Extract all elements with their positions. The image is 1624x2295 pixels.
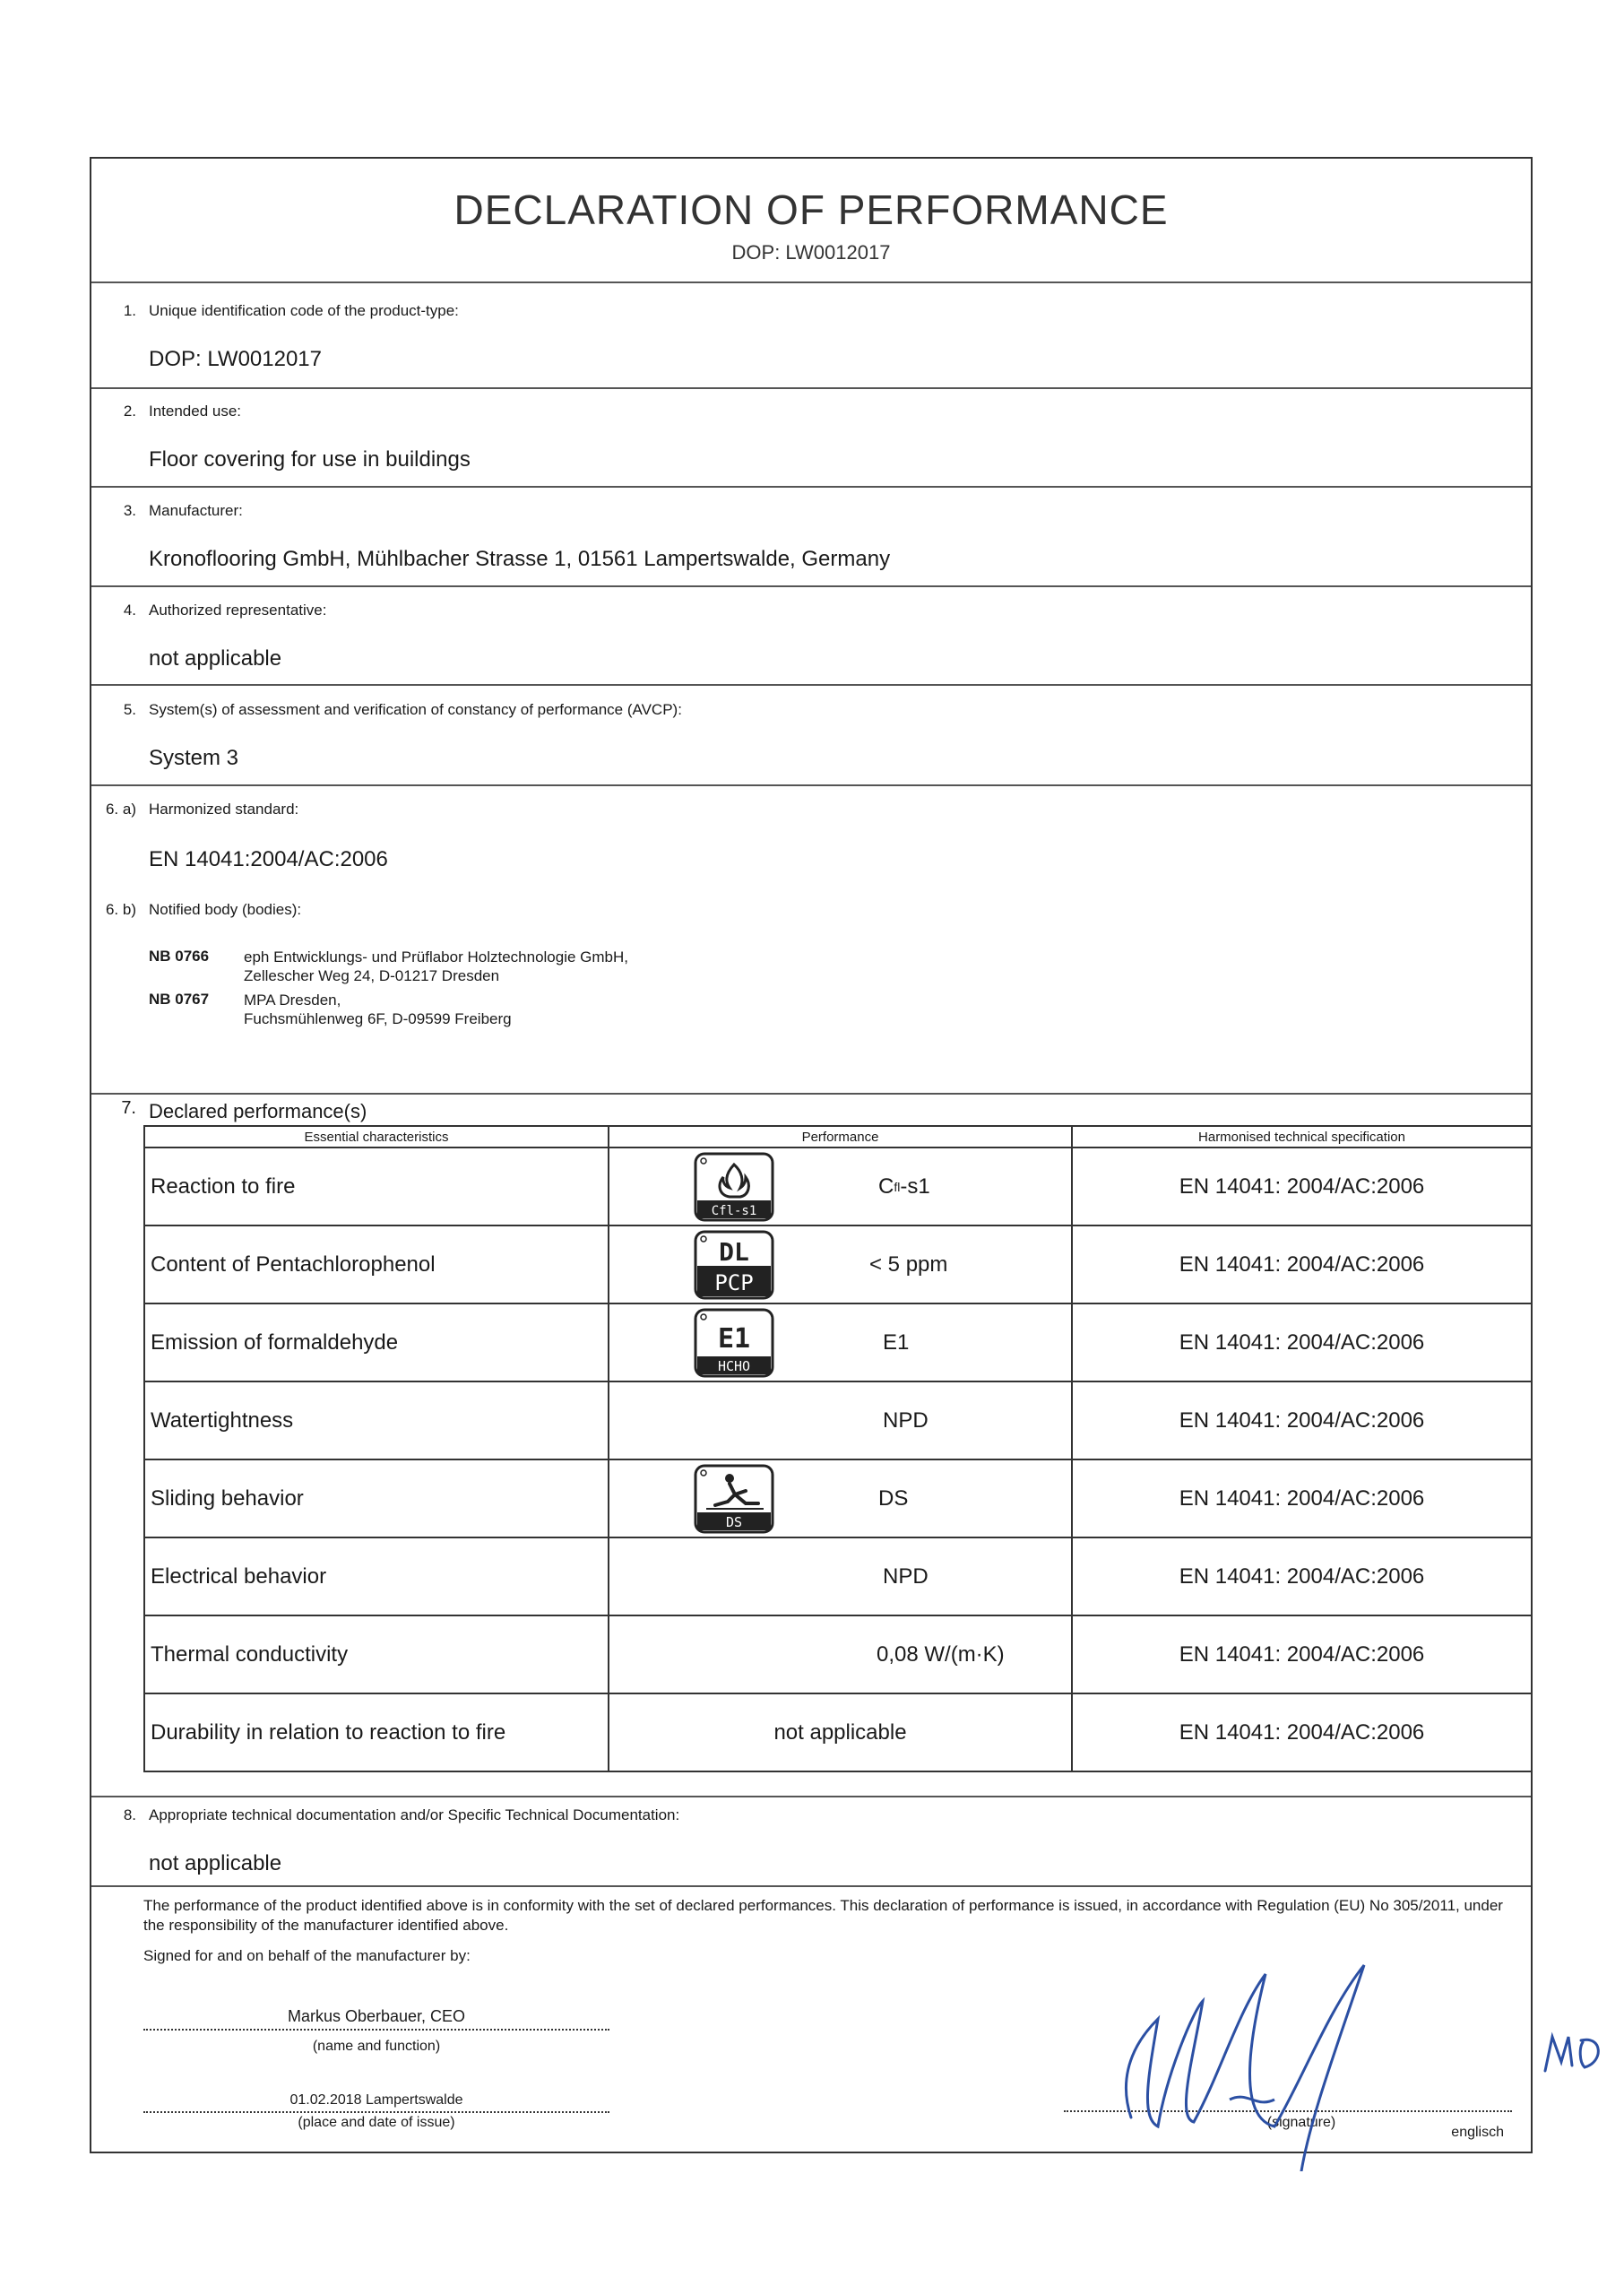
section-8-number: 8. — [123, 1806, 136, 1823]
characteristic-cell: Durability in relation to reaction to fire — [144, 1693, 609, 1771]
section-1-number: 1. — [123, 302, 136, 319]
spec-cell: EN 14041: 2004/AC:2006 — [1072, 1459, 1532, 1537]
section-5-label: System(s) of assessment and verification of constancy of performance (AVCP): — [149, 701, 682, 718]
characteristic-cell: Emission of formaldehyde — [144, 1303, 609, 1381]
signature — [1095, 1938, 1472, 2171]
dop-subtitle: DOP: LW0012017 — [731, 241, 891, 264]
section-2-label: Intended use: — [149, 403, 242, 420]
performance-cell: DS DS — [609, 1459, 1072, 1537]
section-6a-value: EN 14041:2004/AC:2006 — [149, 847, 388, 871]
spec-cell: EN 14041: 2004/AC:2006 — [1072, 1537, 1532, 1615]
performance-cell: NPD — [609, 1381, 1072, 1459]
table-row — [144, 1381, 1532, 1459]
notified-body-code: NB 0767 — [149, 991, 210, 1008]
section-4-number: 4. — [123, 602, 136, 619]
declaration-text: The performance of the product identified above is in conformity with the set of declared performances. This declaration of performance is issued, in accordance with Regulation (EU) No 305/2011, under the responsibility of the manufacturer identified above. — [143, 1897, 1503, 1934]
section-2-number: 2. — [123, 403, 136, 420]
issue-date: 01.02.2018 Lampertswalde — [289, 2092, 463, 2108]
svg-text:DS: DS — [725, 1514, 743, 1530]
section-4-value: not applicable — [149, 646, 282, 671]
section-5-value: System 3 — [149, 746, 239, 770]
performance-cell: E1 HCHO E1 — [609, 1303, 1072, 1381]
signatory-name: Markus Oberbauer, CEO — [287, 2007, 466, 2025]
table-row — [144, 1459, 1532, 1537]
performance-cell: 0,08 W/(m·K) — [609, 1615, 1072, 1693]
svg-text:E1: E1 — [717, 1323, 751, 1355]
table-row — [144, 1615, 1532, 1693]
section-8-value: not applicable — [149, 1851, 282, 1875]
column-header: Essential characteristics — [144, 1126, 609, 1148]
spec-cell: EN 14041: 2004/AC:2006 — [1072, 1693, 1532, 1771]
characteristic-cell: Reaction to fire — [144, 1148, 609, 1225]
document-frame — [90, 157, 1533, 2153]
svg-text:HCHO: HCHO — [717, 1358, 751, 1374]
name-caption: (name and function) — [312, 2039, 441, 2054]
notified-body-address: MPA Dresden, Fuchsmühlenweg 6F, D-09599 Freiberg — [244, 992, 512, 1027]
signed-by-label: Signed for and on behalf of the manufacturer by: — [143, 1947, 471, 1964]
section-3-number: 3. — [123, 502, 136, 519]
signature-caption: (signature) — [1266, 2115, 1336, 2130]
section-2-value: Floor covering for use in buildings — [149, 447, 471, 472]
characteristic-cell: Watertightness — [144, 1381, 609, 1459]
page-title: DECLARATION OF PERFORMANCE — [454, 186, 1169, 233]
dl-pcp-icon — [694, 1230, 774, 1300]
section-7-label: Declared performance(s) — [149, 1100, 367, 1122]
performance-cell: Cfl-s1 C fl -s1 — [609, 1148, 1072, 1225]
spec-cell: EN 14041: 2004/AC:2006 — [1072, 1303, 1532, 1381]
notified-body-address: eph Entwicklungs- und Prüflabor Holztechnologie GmbH, Zellescher Weg 24, D-01217 Dresden — [244, 948, 629, 984]
svg-text:PCP: PCP — [714, 1270, 754, 1295]
section-1-label: Unique identification code of the product-type: — [149, 302, 459, 319]
notified-body-code: NB 0766 — [149, 948, 210, 965]
spec-cell: EN 14041: 2004/AC:2006 — [1072, 1615, 1532, 1693]
e1-hcho-icon — [694, 1308, 774, 1378]
table-row — [144, 1225, 1532, 1303]
section-3-label: Manufacturer: — [149, 502, 243, 519]
initials — [1540, 2026, 1611, 2080]
svg-text:DL: DL — [719, 1237, 749, 1267]
section-8-label: Appropriate technical documentation and/or Specific Technical Documentation: — [149, 1806, 680, 1823]
characteristic-cell: Thermal conductivity — [144, 1615, 609, 1693]
characteristic-cell: Sliding behavior — [144, 1459, 609, 1537]
column-header: Performance — [609, 1126, 1072, 1148]
performance-table — [143, 1125, 1533, 1772]
svg-text:Cfl-s1: Cfl-s1 — [711, 1204, 757, 1218]
section-6b-number: 6. b) — [105, 901, 136, 918]
spec-cell: EN 14041: 2004/AC:2006 — [1072, 1381, 1532, 1459]
column-header: Harmonised technical specification — [1072, 1126, 1532, 1148]
performance-cell: NPD — [609, 1537, 1072, 1615]
date-caption: (place and date of issue) — [298, 2115, 455, 2130]
section-6b-label: Notified body (bodies): — [149, 901, 302, 918]
characteristic-cell: Content of Pentachlorophenol — [144, 1225, 609, 1303]
section-3-value: Kronoflooring GmbH, Mühlbacher Strasse 1, 01561 Lampertswalde, Germany — [149, 547, 891, 571]
fire-icon — [694, 1152, 774, 1222]
table-row — [144, 1303, 1532, 1381]
performance-cell: not applicable — [609, 1693, 1072, 1771]
section-1-value: DOP: LW0012017 — [149, 347, 322, 371]
section-7-number: 7. — [121, 1098, 136, 1118]
spec-cell: EN 14041: 2004/AC:2006 — [1072, 1225, 1532, 1303]
characteristic-cell: Electrical behavior — [144, 1537, 609, 1615]
section-6a-number: 6. a) — [105, 801, 136, 818]
section-6a-label: Harmonized standard: — [149, 801, 299, 818]
section-5-number: 5. — [123, 701, 136, 718]
table-row — [144, 1148, 1532, 1225]
section-4-label: Authorized representative: — [149, 602, 327, 619]
language-label: englisch — [1451, 2125, 1504, 2140]
table-row — [144, 1693, 1532, 1771]
performance-cell: DL PCP < 5 ppm — [609, 1225, 1072, 1303]
table-row — [144, 1537, 1532, 1615]
slip-icon — [694, 1464, 774, 1534]
spec-cell: EN 14041: 2004/AC:2006 — [1072, 1148, 1532, 1225]
